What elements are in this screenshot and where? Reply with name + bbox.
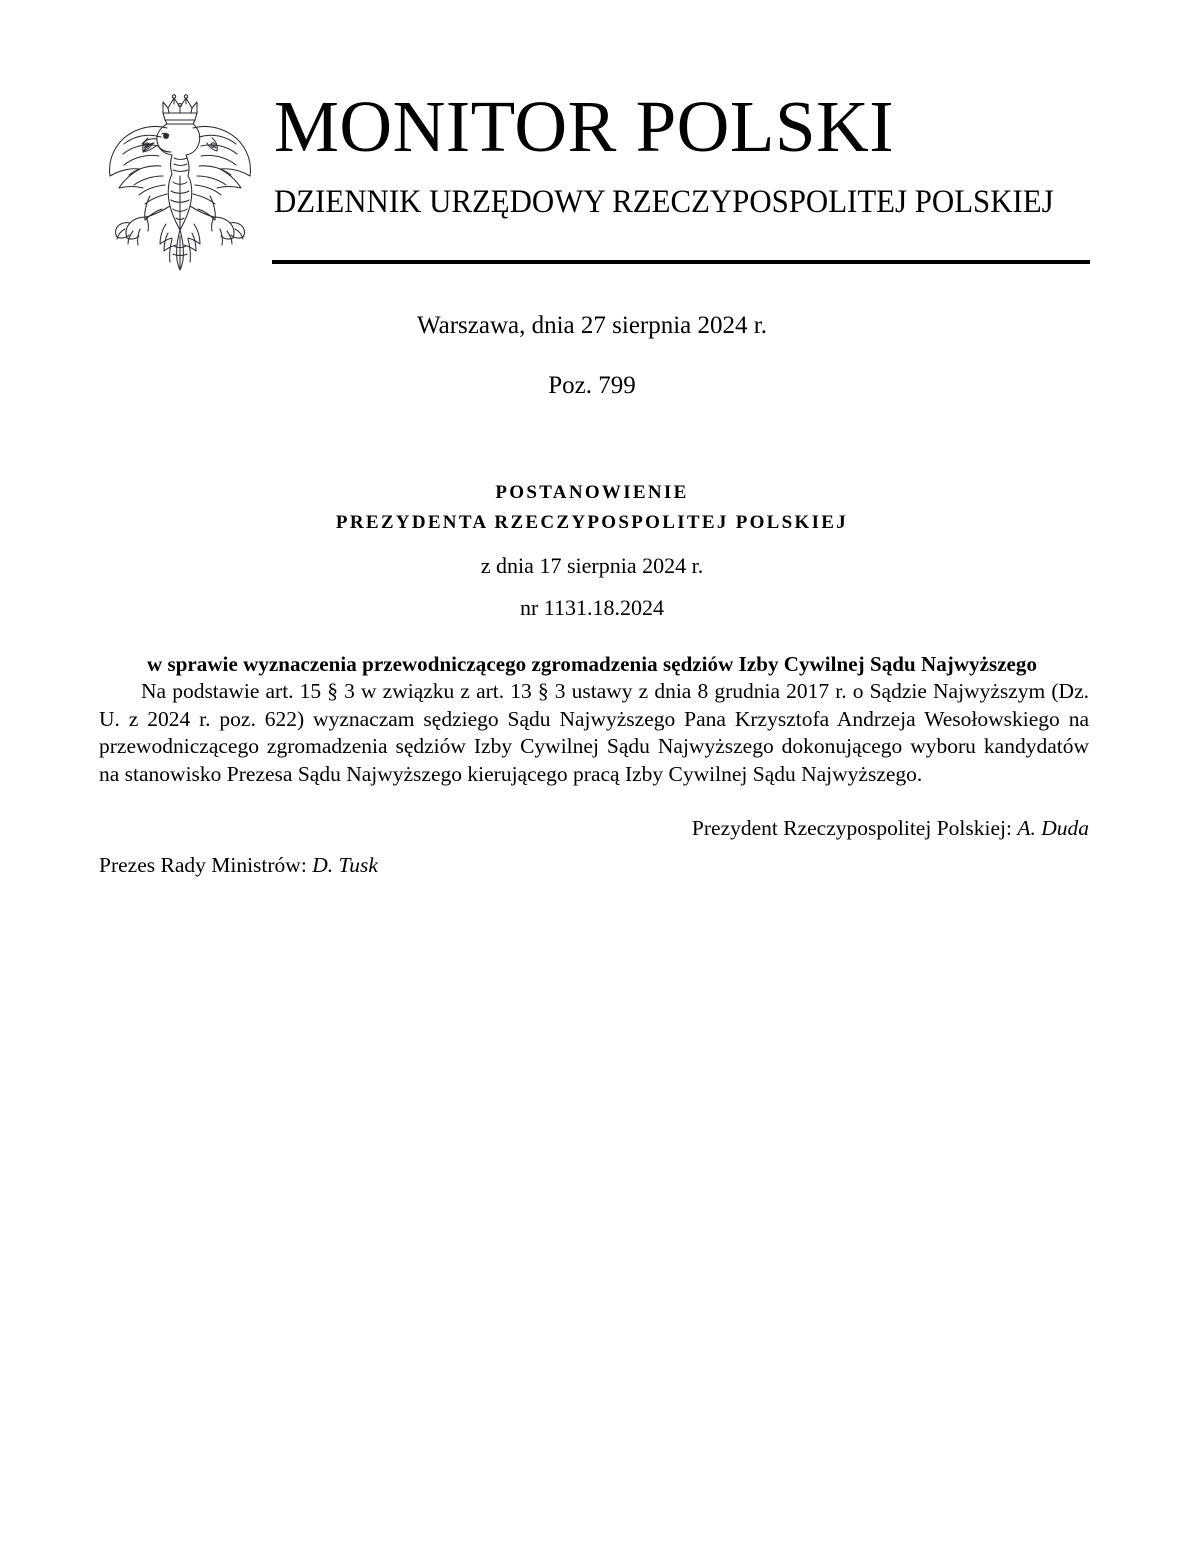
signature-president <box>99 814 1089 842</box>
issue-place-date: Warszawa, dnia 27 sierpnia 2024 r. <box>417 312 767 339</box>
polish-eagle-emblem-icon <box>100 84 260 276</box>
act-authority: PREZYDENTA RZECZYPOSPOLITEJ POLSKIEJ <box>335 512 849 533</box>
signature-prime-minister-name: D. Tusk <box>312 853 378 877</box>
act-body <box>99 678 1089 788</box>
act-heading <box>0 478 1184 678</box>
issue-position: Poz. 799 <box>548 372 636 399</box>
act-body-paragraph: Na podstawie art. 15 § 3 w związku z art. 13 § 3 ustawy z dnia 8 grudnia 2017 r. o Sądzie Najwyższym (Dz. U. z 2024 r. poz. 622) wyznaczam sędziego Sądu Najwyższego Pana Krzysztofa Andrzeja Wesołowskiego na przewodniczącego zgromadzenia sędziów Izby Cywilnej Sądu Najwyższego dokonującego wyboru kandydatów na stanowisko Prezesa Sądu Najwyższego kierującego pracą Izby Cywilnej Sądu Najwyższego. <box>99 679 1089 786</box>
act-kind: POSTANOWIENIE <box>495 482 689 503</box>
signature-president-name: A. Duda <box>1017 816 1089 840</box>
publication-subtitle: DZIENNIK URZĘDOWY RZECZYPOSPOLITEJ POLSKIEJ <box>274 184 1054 220</box>
signature-prime-minister <box>99 851 1089 879</box>
signature-prime-minister-label: Prezes Rady Ministrów: <box>99 853 313 877</box>
masthead-titles <box>274 84 1092 222</box>
act-date: z dnia 17 sierpnia 2024 r. <box>480 553 704 578</box>
masthead <box>0 0 1184 290</box>
masthead-divider <box>272 260 1090 264</box>
issue-info <box>0 310 1184 402</box>
publication-title: MONITOR POLSKI <box>274 86 895 167</box>
act-number: nr 1131.18.2024 <box>519 595 664 620</box>
act-subject: w sprawie wyznaczenia przewodniczącego zgromadzenia sędziów Izby Cywilnej Sądu Najwyższego <box>146 652 1038 676</box>
signature-president-label: Prezydent Rzeczypospolitej Polskiej: <box>691 816 1018 840</box>
